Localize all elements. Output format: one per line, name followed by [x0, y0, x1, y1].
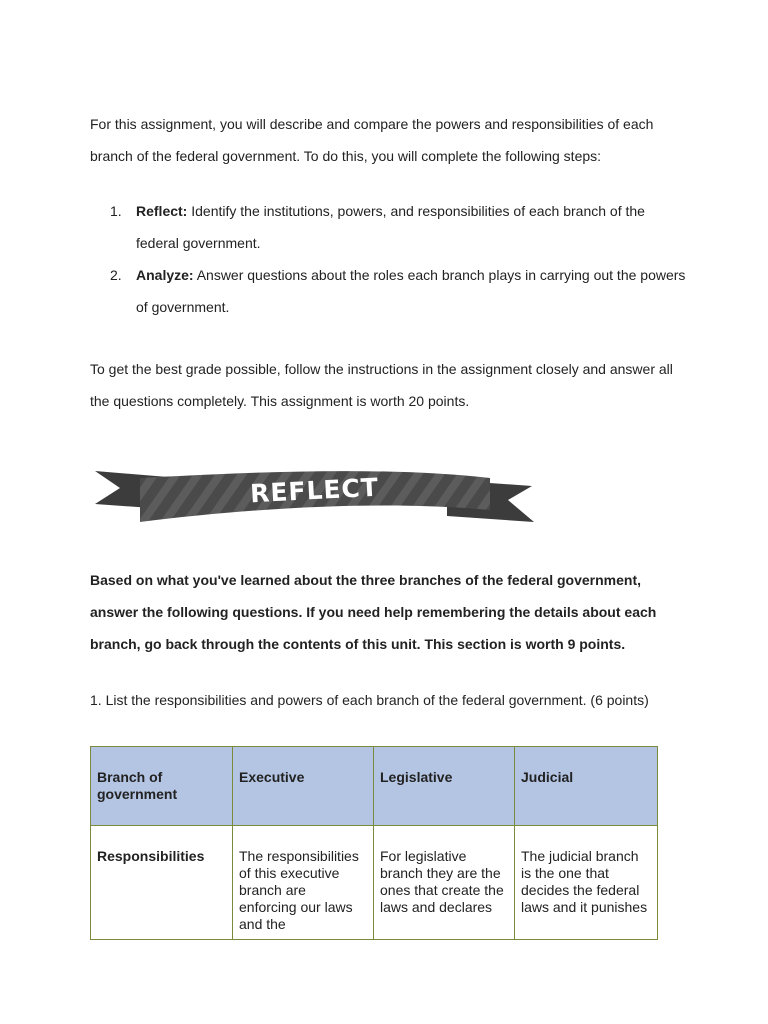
- table-cell[interactable]: The responsibilities of this executive branch are enforcing our laws and the: [233, 826, 374, 940]
- table-header-cell: Judicial: [515, 747, 658, 826]
- table-header-cell: Legislative: [374, 747, 515, 826]
- row-label: Responsibilities: [91, 826, 233, 940]
- banner-title: REFLECT: [249, 472, 380, 509]
- table-header-cell: Branch of government: [91, 747, 233, 826]
- table-cell[interactable]: For legislative branch they are the ones that create the laws and declares: [374, 826, 515, 940]
- step-label: Reflect:: [136, 203, 188, 219]
- step-number: 2.: [110, 267, 122, 283]
- step-label: Analyze:: [136, 267, 194, 283]
- table-row: [91, 826, 658, 940]
- step-number: 1.: [110, 203, 122, 219]
- grading-paragraph: To get the best grade possible, follow the instructions in the assignment closely and answer all the questions completely. This assignment is worth 20 points.: [90, 361, 673, 409]
- table-cell[interactable]: The judicial branch is the one that decides the federal laws and it punishes: [515, 826, 658, 940]
- intro-paragraph: For this assignment, you will describe and compare the powers and responsibilities of each branch of the federal government. To do this, you will complete the following steps:: [90, 116, 654, 164]
- list-item: [110, 259, 690, 323]
- table-header-cell: Executive: [233, 747, 374, 826]
- branches-table: [90, 746, 658, 940]
- steps-list: [110, 195, 690, 323]
- table-header-row: [91, 747, 658, 826]
- reflect-instructions: Based on what you've learned about the three branches of the federal government, answer the following questions. If you need help remembering the details about each branch, go back through the contents of this unit. This section is worth 9 points.: [90, 572, 657, 652]
- step-text: Identify the institutions, powers, and responsibilities of each branch of the federal government.: [136, 203, 645, 251]
- question-1: 1. List the responsibilities and powers of each branch of the federal government. (6 points): [90, 692, 649, 708]
- step-text: Answer questions about the roles each branch plays in carrying out the powers of government.: [136, 267, 686, 315]
- list-item: [110, 195, 690, 259]
